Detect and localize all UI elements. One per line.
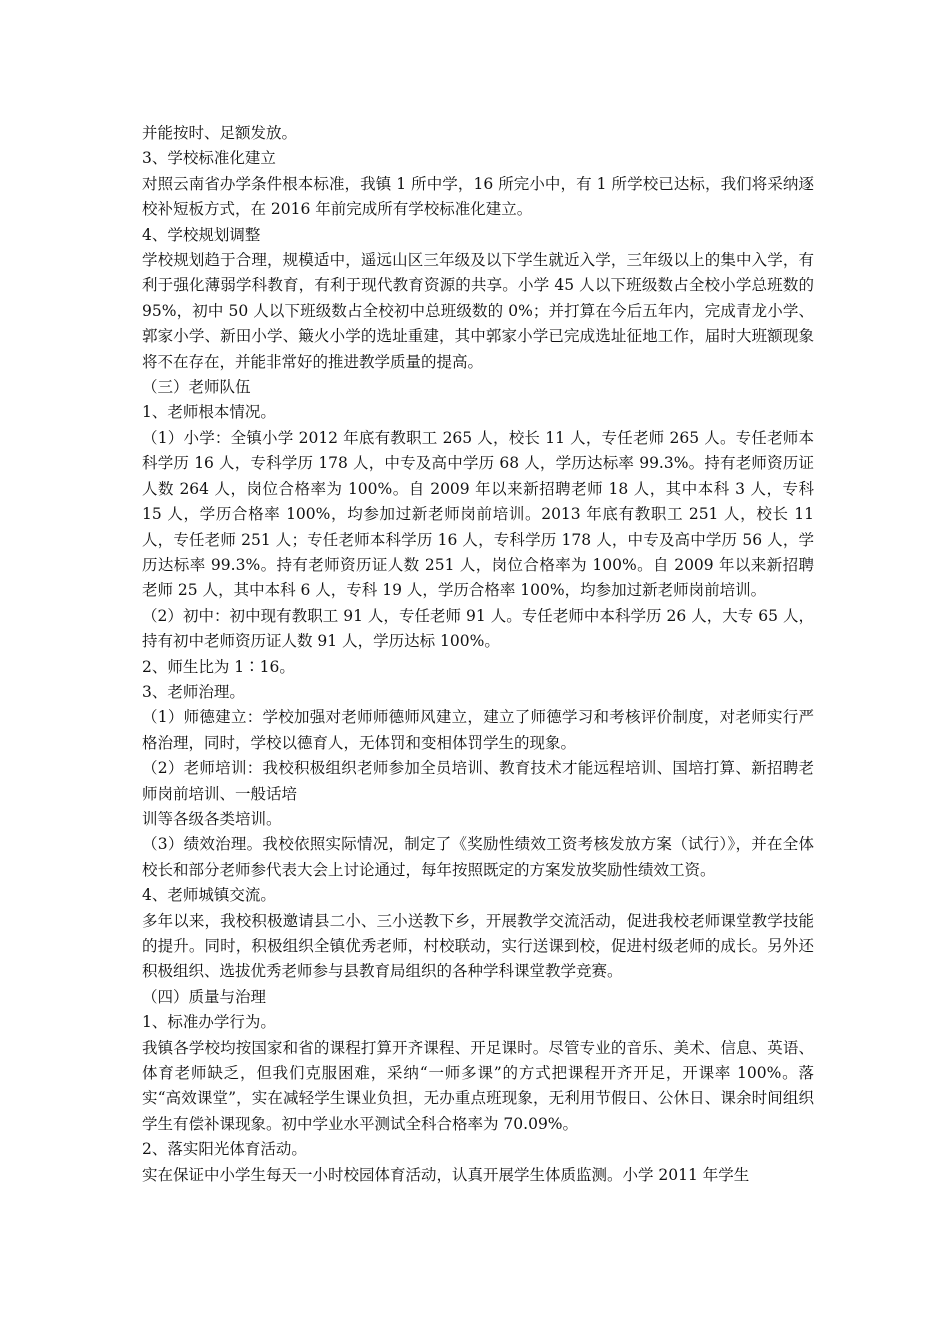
- paragraph-school-standardization: 对照云南省办学条件根本标准，我镇 1 所中学，16 所完小中，有 1 所学校已达标，我们将采纳逐校补短板方式，在 2016 年前完成所有学校标准化建立。: [142, 174, 814, 219]
- paragraph-standard-conduct: 我镇各学校均按国家和省的课程打算开齐课程、开足课时。尽管专业的音乐、美术、信息、英语、体育老师缺乏，但我们克服困难，采纳“一师多课”的方式把课程开齐开足，开课率 100%。落实“高效课堂”，实在减轻学生课业负担，无办重点班现象，无利用节假日、公休日、课余时间组织学生有偿补课现象。初中学业水平测试全科合格率为 70.09%。: [142, 1038, 814, 1133]
- heading-teacher-management: 3、老师治理。: [142, 682, 245, 701]
- paragraph-primary-teachers: （1）小学：全镇小学 2012 年底有教职工 265 人，校长 11 人，专任老师 265 人。专任老师本科学历 16 人，专科学历 178 人，中专及高中学历 68 人，学历达标率 99.3%。持有老师资历证人数 264 人，岗位合格率为 100%。自 2009 年以来新招聘老师 18 人，其中本科 3 人，专科 15 人，学历合格率 100%，均参加过新老师岗前培训。2013 年底有教职工 251 人，校长 11 人，专任老师 251 人；专任老师本科学历 16 人，专科学历 178 人，中专及高中学历 56 人，学历达标率 99.3%。持有老师资历证人数 251 人，岗位合格率为 100%。自 2009 年以来新招聘老师 25 人，其中本科 6 人，专科 19 人，学历合格率 100%，均参加过新老师岗前培训。: [142, 428, 814, 600]
- section-heading-teachers: （三）老师队伍: [142, 378, 251, 397]
- paragraph-middle-teachers: （2）初中：初中现有教职工 91 人，专任老师 91 人。专任老师中本科学历 26 人，大专 65 人，持有初中老师资历证人数 91 人，学历达标 100%。: [142, 606, 814, 651]
- heading-school-planning: 4、学校规划调整: [142, 225, 261, 244]
- paragraph-salary-payment: 并能按时、足额发放。: [142, 124, 298, 142]
- paragraph-teacher-training: （2）老师培训：我校积极组织老师参加全员培训、教育技术才能远程培训、国培打算、新招聘老师岗前培训、一般话培: [142, 759, 814, 803]
- document-body: [142, 121, 814, 1188]
- paragraph-school-planning: 学校规划趋于合理，规模适中，遥远山区三年级及以下学生就近入学，三年级以上的集中入学，有利于强化薄弱学科教育，有利于现代教育资源的共享。小学 45 人以下班级数占全校小学总班数的 95%，初中 50 人以下班级数占全校初中总班级数的 0%；并打算在今后五年内，完成青龙小学、郭家小学、新田小学、簸火小学的选址重建，其中郭家小学已完成选址征地工作，届时大班额现象将不在存在，并能非常好的推进教学质量的提高。: [142, 251, 814, 371]
- heading-standard-conduct: 1、标准办学行为。: [142, 1013, 276, 1032]
- paragraph-performance-management: （3）绩效治理。我校依照实际情况，制定了《奖励性绩效工资考核发放方案（试行）》，并在全体校长和部分老师参代表大会上讨论通过，每年按照既定的方案发放奖励性绩效工资。: [142, 835, 814, 879]
- paragraph-teacher-ethics: （1）师德建立：学校加强对老师师德师风建立，建立了师德学习和考核评价制度，对老师实行严格治理，同时，学校以德育人，无体罚和变相体罚学生的现象。: [142, 708, 814, 752]
- section-heading-quality: （四）质量与治理: [142, 987, 267, 1006]
- paragraph-teacher-training-cont: 训等各级各类培训。: [142, 809, 282, 828]
- heading-sports-activity: 2、落实阳光体育活动。: [142, 1140, 307, 1159]
- heading-teacher-basics: 1、老师根本情况。: [142, 403, 276, 422]
- heading-teacher-student-ratio: 2、师生比为 1∶16。: [142, 657, 295, 676]
- paragraph-teacher-exchange: 多年以来，我校积极邀请县二小、三小送教下乡，开展教学交流活动，促进我校老师课堂教学技能的提升。同时，积极组织全镇优秀老师，村校联动，实行送课到校，促进村级老师的成长。另外还积极组织、选拔优秀老师参与县教育局组织的各种学科课堂教学竞赛。: [142, 911, 814, 981]
- heading-school-standardization: 3、学校标准化建立: [142, 149, 276, 168]
- paragraph-sports-activity: 实在保证中小学生每天一小时校园体育活动，认真开展学生体质监测。小学 2011 年学生: [142, 1165, 750, 1184]
- heading-teacher-exchange: 4、老师城镇交流。: [142, 886, 276, 905]
